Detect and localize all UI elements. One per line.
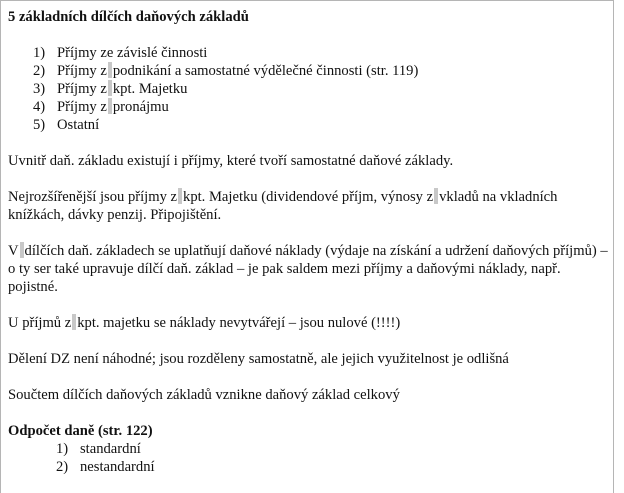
list-text: Příjmy z pronájmu <box>57 99 169 115</box>
list-text: Příjmy z podnikání a samostatné výdělečné činnosti (str. 119) <box>57 63 419 79</box>
deduction-list <box>56 440 608 476</box>
list-item <box>56 440 608 458</box>
text-cursor-marker <box>108 80 112 96</box>
text-cursor-marker <box>108 98 112 114</box>
paragraph: U příjmů z kpt. majetku se náklady nevytvářejí – jsou nulové (!!!!) <box>8 315 401 331</box>
section-heading: 5 základních dílčích daňových základů <box>8 9 249 25</box>
text-cursor-marker <box>108 62 112 78</box>
list-text: Příjmy ze závislé činnosti <box>57 45 208 61</box>
list-number: 4) <box>33 99 46 115</box>
list-text: standardní <box>80 441 141 457</box>
text-cursor-marker <box>72 314 76 330</box>
list-item <box>33 44 608 62</box>
income-list <box>33 44 608 134</box>
document-body[interactable] <box>8 8 608 476</box>
text-cursor-marker <box>434 188 438 204</box>
paragraph: Dělení DZ není náhodné; jsou rozděleny samostatně, ale jejich využitelnost je odlišná <box>8 351 509 367</box>
list-number: 1) <box>33 45 46 61</box>
section-heading-deduction: Odpočet daně (str. 122) <box>8 423 153 439</box>
list-text: nestandardní <box>80 459 155 475</box>
list-item <box>56 458 608 476</box>
list-item <box>33 62 608 80</box>
list-number: 2) <box>33 63 46 79</box>
text-cursor-marker <box>178 188 182 204</box>
list-item <box>33 80 608 98</box>
paragraph: Součtem dílčích daňových základů vznikne daňový základ celkový <box>8 387 400 403</box>
list-number: 1) <box>56 441 69 457</box>
list-number: 2) <box>56 459 69 475</box>
text-cursor-marker <box>20 242 24 258</box>
paragraph: V dílčích daň. základech se uplatňují daňové náklady (výdaje na získání a udržení daňových příjmů) – o ty ser také upravuje dílčí daň. základ – je pak saldem mezi příjmy a daňovými náklady, např. pojistné. <box>8 243 608 295</box>
list-number: 5) <box>33 117 46 133</box>
list-number: 3) <box>33 81 46 97</box>
paragraph: Nejrozšířenější jsou příjmy z kpt. Majetku (dividendové příjm, výnosy z vkladů na vkladních knížkách, dávky penzij. Připojištění. <box>8 189 558 223</box>
list-text: Příjmy z kpt. Majetku <box>57 81 188 97</box>
list-item <box>33 116 608 134</box>
list-item <box>33 98 608 116</box>
list-text: Ostatní <box>57 117 100 133</box>
paragraph: Uvnitř daň. základu existují i příjmy, které tvoří samostatné daňové základy. <box>8 153 454 169</box>
